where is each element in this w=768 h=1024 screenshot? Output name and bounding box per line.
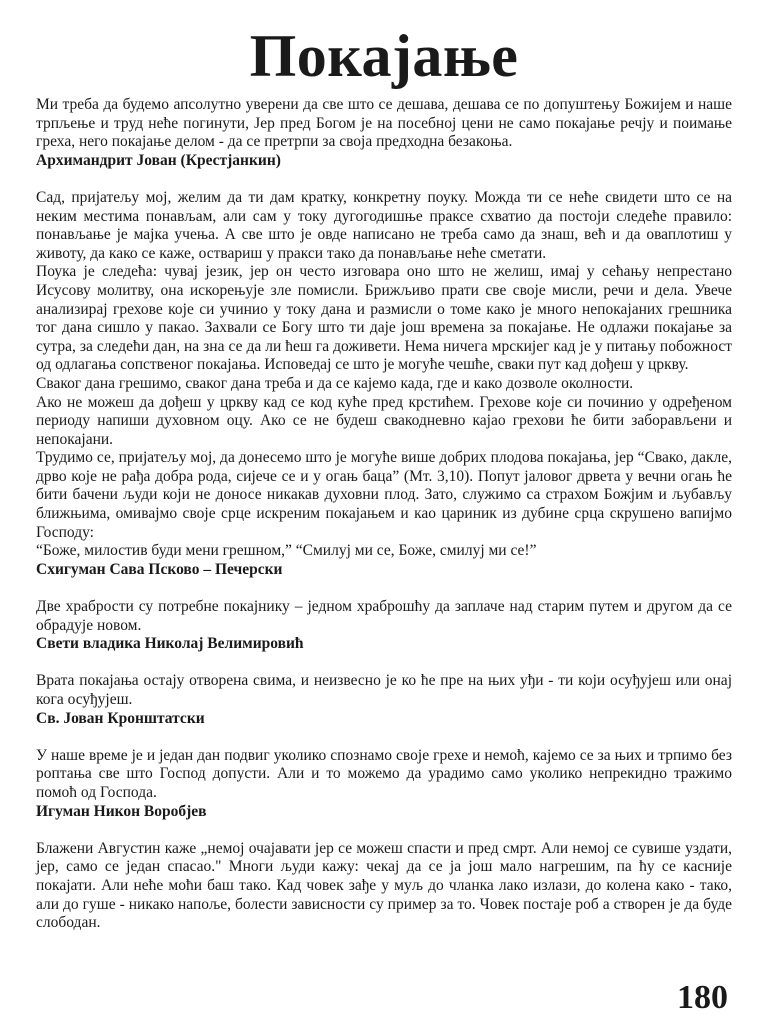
quote-block — [36, 840, 732, 933]
page-number: 180 — [677, 979, 728, 1016]
quote-paragraph: “Боже, милостив буди мени грешном,” “Смилуј ми се, Боже, смилуј ми се!” — [36, 542, 537, 560]
quote-paragraph: У наше време је и један дан подвиг уколико спознамо своје грехе и немоћ, кајемо се за њих и трпимо без роптања све што Господ допусти. Али и то можемо да урадимо само уколико непрекидно тражимо помоћ од Господа. — [36, 746, 732, 801]
page-content — [36, 20, 732, 933]
quote-paragraph: Трудимо се, пријатељу мој, да донесемо што је могуће више добрих плодова покајања, јер “Свако, дакле, дрво које не рађа добра рода, сијече се и у огањ баца” (Мт. 3,10). Попут јаловог дрвета у вечни огањ ће бити бачени људи који не доносе никакав духовни плод. Зато, служимо са страхом Божјим и љубављу ближњима, омивајмо своје срце искреним покајањем и као цариник из дубине срца скрушено вапијмо Господу: — [36, 449, 732, 541]
quote-block — [36, 747, 732, 821]
quote-paragraph: Ако не можеш да дођеш у цркву кад се код куће пред крстићем. Грехове које си починио у одређеном периоду напиши духовном оцу. Ако се не будеш свакодневно кајао грехови ће бити заборављени и непокајани. — [36, 393, 732, 448]
quote-block — [36, 598, 732, 654]
quote-author: Св. Јован Кронштатски — [36, 709, 205, 727]
quote-author: Схигуман Сава Псково – Печерски — [36, 560, 283, 578]
quote-block — [36, 672, 732, 728]
page-title: Покајање — [249, 23, 519, 89]
quote-paragraph: Две храбрости су потребне покајнику – једном храброшћу да заплаче над старим путем и другом да се обрадује новом. — [36, 598, 732, 634]
quote-paragraph: Блажени Августин каже „немој очајавати јер се можеш спасти и пред смрт. Али немој се сувише уздати, јер, само се један спасао." Многи људи кажу: чекај да се ја још мало нагрешим, па ћу се касније покајати. Али неће моћи баш тако. Кад човек зађе у муљ до чланка лако излази, до колена како - тако, али до гуше - никако напоље, болести зависности су пример за то. Човек постаје роб а створен је да буде слободан. — [36, 839, 732, 932]
quote-author: Игуман Никон Воробјев — [36, 802, 207, 820]
quote-paragraph: Врата покајања остају отворена свима, и неизвесно је ко ће пре на њих уђи - ти који осуђујеш или онај кога осуђујеш. — [36, 672, 732, 708]
quote-paragraph: Сваког дана грешимо, сваког дана треба и да се кајемо када, где и како дозволе околности. — [36, 374, 634, 392]
quote-author: Архимандрит Јован (Крестјанкин) — [36, 151, 281, 169]
quote-author: Свети владика Николај Велимировић — [36, 635, 304, 653]
quote-paragraph: Сад, пријатељу мој, желим да ти дам кратку, конкретну поуку. Можда ти се неће свидети што се на неким местима понављам, али сам у току дугогодишње праксе схватио да постоји следеће правило: понављање је мајка учења. А све што је овде написано не треба само да знаш, већ и да оваплотиш у животу, да како се каже, оствариш у пракси тако да понављање неће сметати. — [36, 188, 732, 262]
quote-paragraph: Поука је следећа: чувај језик, јер он често изговара оно што не желиш, имај у сећању непрестано Исусову молитву, она искорењује зле помисли. Брижљиво прати све своје мисли, речи и дела. Увече анализирај грехове које си учинио у току дана и размисли о томе како је много непокајаних грешника тог дана сишло у пакао. Захвали се Богу што ти даје још времена за покајање. Не одлажи покајање за сутра, за следећи дан, на зна се да ли ћеш га доживети. Нема ничега мрскијег кад је у питању побожност од одлагања сопственог покајања. Исповедај се што је могуће чешће, сваки пут кад дођеш у цркву. — [36, 263, 732, 374]
quote-paragraph: Ми треба да будемо апсолутно уверени да све што се дешава, дешава се по допуштењу Божијем и наше трпљење и труд неће погинути, Јер пред Богом је на посебној цени не само покајање речју и поимање греха, него покајање делом - да се претрпи за своја предходна безакоња. — [36, 96, 732, 151]
quote-block — [36, 189, 732, 579]
quote-block — [36, 96, 732, 170]
